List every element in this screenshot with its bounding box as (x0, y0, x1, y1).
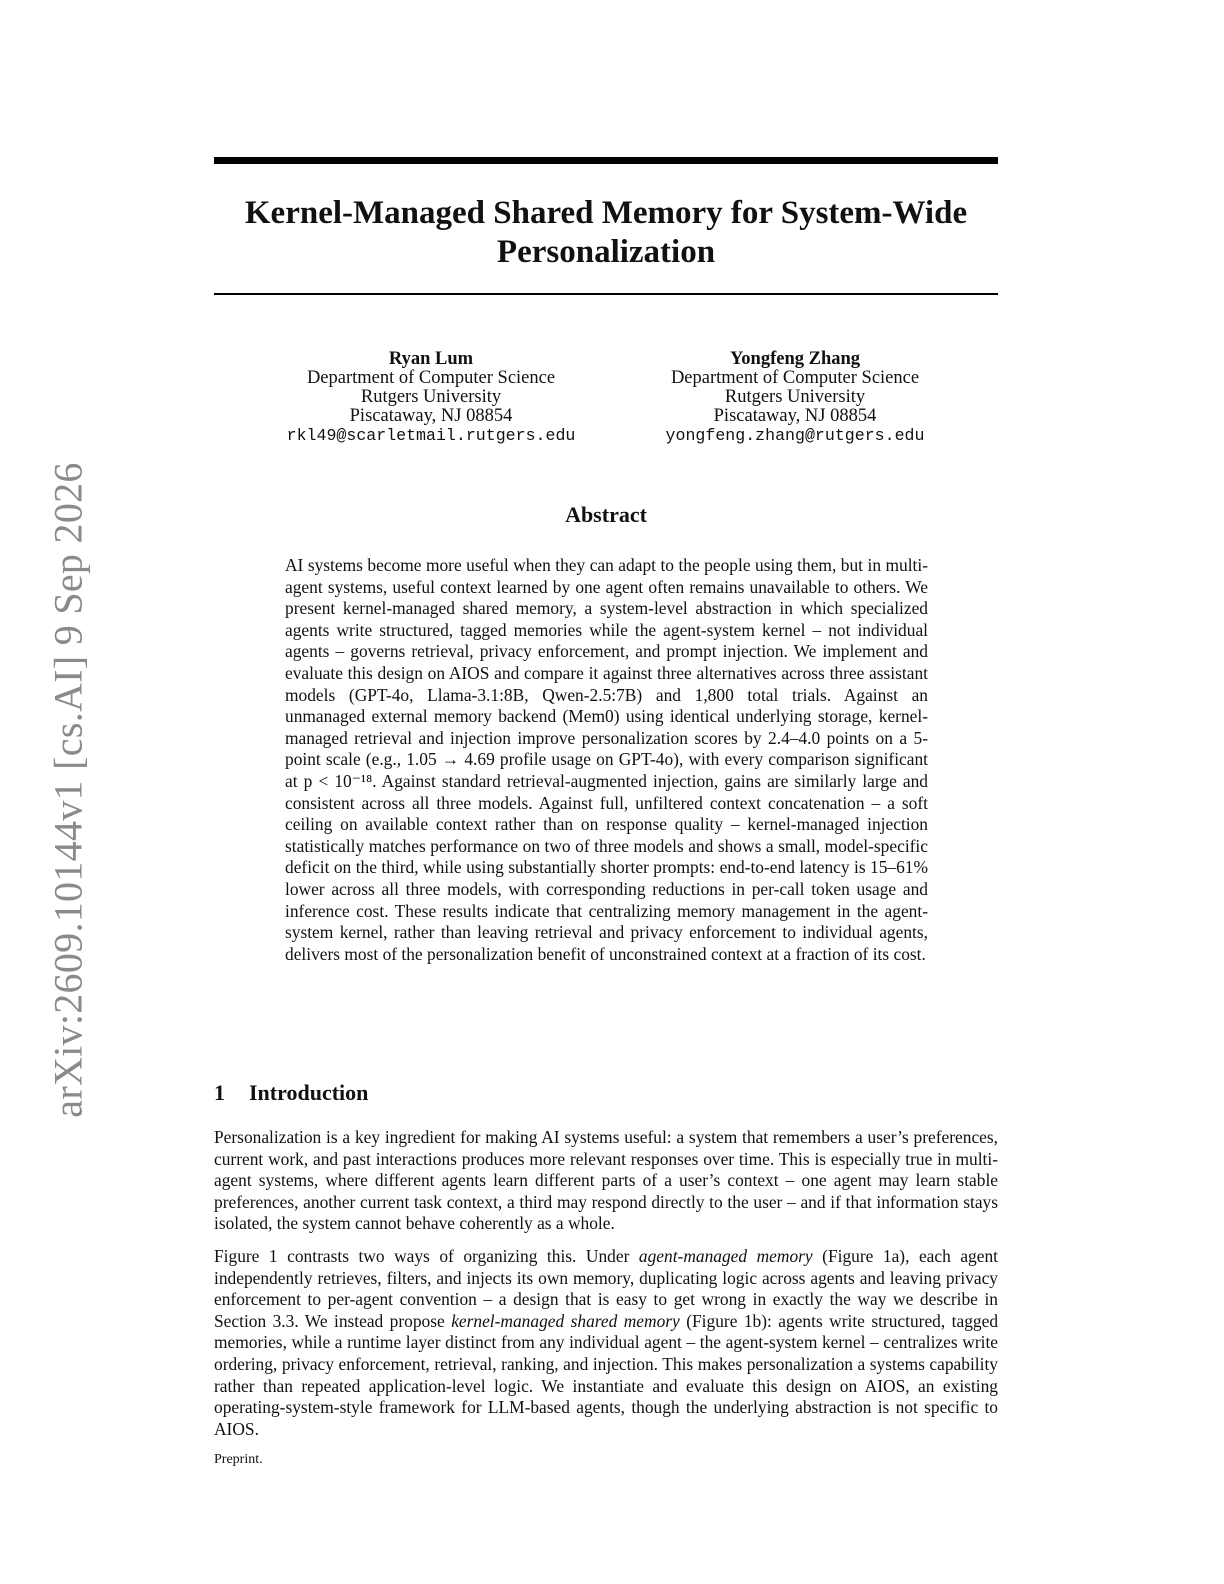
title-top-rule (214, 157, 998, 164)
author-address: Piscataway, NJ 08854 (713, 406, 877, 426)
author-address: Piscataway, NJ 08854 (349, 406, 513, 426)
intro-p2-emphasis-agent-managed: agent-managed memory (638, 1246, 813, 1266)
author-department: Department of Computer Science (306, 368, 556, 388)
intro-p2-emphasis-kernel-managed: kernel-managed shared memory (451, 1310, 680, 1331)
author-email: rkl49@scarletmail.rutgers.edu (286, 426, 576, 445)
intro-paragraph-1: Personalization is a key ingredient for making AI systems useful: a system that remembers a user’s preferences, current work, and past interactions produces more relevant responses over time. This is especially true in multi-agent systems, where different agents learn different parts of a user’s context – one agent may learn stable preferences, another current task context, a third may respond directly to the user – and if that information stays isolated, the system cannot behave coherently as a whole. (214, 1127, 998, 1234)
preprint-footer: Preprint. (214, 1452, 263, 1467)
author-block-2 (630, 350, 960, 445)
section-heading-introduction (214, 1080, 368, 1106)
intro-p2-part-a: Figure 1 contrasts two ways of organizing this. Under (214, 1246, 639, 1266)
arxiv-identifier (45, 460, 91, 1120)
paper-title: Kernel-Managed Shared Memory for System-Wide Personalization (244, 195, 968, 270)
author-block-1 (266, 350, 596, 445)
intro-paragraph-2 (214, 1246, 998, 1440)
abstract-text: AI systems become more useful when they can adapt to the people using them, but in multi-agent systems, useful context learned by one agent often remains unavailable to others. We present kernel-managed shared memory, a system-level abstraction in which specialized agents write structured, tagged memories while the agent-system kernel – not individual agents – governs retrieval, privacy enforcement, and prompt injection. We implement and evaluate this design on AIOS and compare it against three alternatives across three assistant models (GPT-4o, Llama-3.1:8B, Qwen-2.5:7B) and 1,800 total trials. Against an unmanaged external memory backend (Mem0) using identical underlying storage, kernel-managed retrieval and injection improve personalization scores by 2.4–4.0 points on a 5-point scale (e.g., 1.05 → 4.69 profile usage on GPT-4o), with every comparison significant at p < 10⁻¹⁸. Against standard retrieval-augmented injection, gains are similarly large and consistent across all three models. Against full, unfiltered context concatenation – a soft ceiling on available context rather than on response quality – kernel-managed injection statistically matches performance on two of three models and shows a small, model-specific deficit on the third, while using substantially shorter prompts: end-to-end latency is 15–61% lower across all three models, with corresponding reductions in per-call token usage and inference cost. These results indicate that centralizing memory management in the agent-system kernel, rather than leaving retrieval and privacy enforcement to individual agents, delivers most of the personalization benefit of unconstrained context at a fraction of its cost. (285, 555, 928, 964)
intro-p2-part-b: (Figure 1a), each agent independently retrieves, filters, and injects its own memory, duplicating logic across agents and leaving privacy enforcement to per-agent convention – a design that is easy to get wrong in exactly the way we describe in Section 3.3. We instead propose (214, 1246, 998, 1331)
author-email: yongfeng.zhang@rutgers.edu (665, 426, 925, 445)
author-university: Rutgers University (724, 387, 866, 407)
author-name: Ryan Lum (388, 349, 474, 369)
author-name: Yongfeng Zhang (729, 349, 861, 369)
author-department: Department of Computer Science (670, 368, 920, 388)
section-number: 1 (214, 1080, 225, 1105)
arxiv-identifier-text: arXiv:2609.10144v1 [cs.AI] 9 Sep 2026 (45, 462, 91, 1118)
author-university: Rutgers University (360, 387, 502, 407)
abstract-heading: Abstract (565, 502, 647, 527)
intro-p2-part-c: (Figure 1b): agents write structured, tagged memories, while a runtime layer distinct from any individual agent – the agent-system kernel – centralizes write ordering, privacy enforcement, retrieval, ranking, and injection. This makes personalization a systems capability rather than repeated application-level logic. We instantiate and evaluate this design on AIOS, an existing operating-system-style framework for LLM-based agents, though the underlying abstraction is not specific to AIOS. (214, 1310, 999, 1439)
title-bottom-rule (214, 293, 998, 295)
section-title: Introduction (249, 1080, 369, 1105)
